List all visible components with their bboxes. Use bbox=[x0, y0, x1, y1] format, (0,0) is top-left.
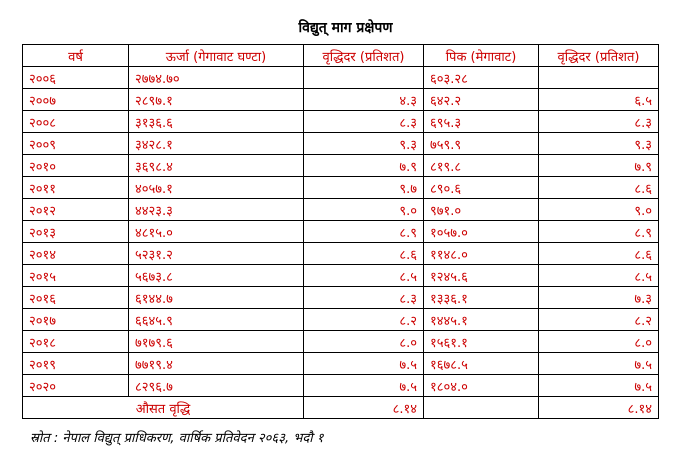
energy-growth-cell: ७.५ bbox=[304, 375, 424, 397]
header-year: वर्ष bbox=[23, 45, 129, 67]
peak-growth-cell: ८.३ bbox=[539, 111, 659, 133]
table-row bbox=[23, 155, 659, 177]
year-cell: २०१९ bbox=[23, 353, 129, 375]
energy-cell: ७१७९.६ bbox=[129, 331, 304, 353]
header-energy-growth: वृद्धिदर (प्रतिशत) bbox=[304, 45, 424, 67]
peak-cell: १०५७.० bbox=[424, 221, 539, 243]
year-cell: २०१० bbox=[23, 155, 129, 177]
year-cell: २००८ bbox=[23, 111, 129, 133]
header-peak-growth: वृद्धिदर (प्रतिशत) bbox=[539, 45, 659, 67]
header-peak: पिक (मेगावाट) bbox=[424, 45, 539, 67]
table-row bbox=[23, 133, 659, 155]
average-energy-growth: ८.१४ bbox=[304, 397, 424, 419]
year-cell: २००९ bbox=[23, 133, 129, 155]
peak-growth-cell: ७.३ bbox=[539, 287, 659, 309]
peak-growth-cell: ८.५ bbox=[539, 265, 659, 287]
peak-cell: १५६१.१ bbox=[424, 331, 539, 353]
table-row bbox=[23, 221, 659, 243]
energy-growth-cell: ८.९ bbox=[304, 221, 424, 243]
peak-cell: ९७१.० bbox=[424, 199, 539, 221]
peak-growth-cell: ६.५ bbox=[539, 89, 659, 111]
energy-cell: ४०५७.१ bbox=[129, 177, 304, 199]
peak-cell: १६७८.५ bbox=[424, 353, 539, 375]
peak-growth-cell: ८.६ bbox=[539, 243, 659, 265]
table-header-row bbox=[23, 45, 659, 67]
energy-growth-cell: ८.३ bbox=[304, 111, 424, 133]
average-row bbox=[23, 397, 659, 419]
demand-forecast-table bbox=[22, 44, 659, 419]
energy-cell: ६१४४.७ bbox=[129, 287, 304, 309]
energy-cell: ५२३१.२ bbox=[129, 243, 304, 265]
table-row bbox=[23, 89, 659, 111]
peak-growth-cell: ७.९ bbox=[539, 155, 659, 177]
energy-growth-cell: ७.५ bbox=[304, 353, 424, 375]
energy-cell: ३४२८.१ bbox=[129, 133, 304, 155]
average-peak-growth: ८.१४ bbox=[539, 397, 659, 419]
table-row bbox=[23, 287, 659, 309]
peak-growth-cell bbox=[539, 67, 659, 89]
energy-growth-cell: ९.३ bbox=[304, 133, 424, 155]
energy-growth-cell: ८.३ bbox=[304, 287, 424, 309]
peak-cell: ६०३.२८ bbox=[424, 67, 539, 89]
year-cell: २०१४ bbox=[23, 243, 129, 265]
year-cell: २०११ bbox=[23, 177, 129, 199]
header-energy: ऊर्जा (गेगावाट घण्टा) bbox=[129, 45, 304, 67]
energy-cell: ८२९६.७ bbox=[129, 375, 304, 397]
year-cell: २०१३ bbox=[23, 221, 129, 243]
source-note: स्रोत : नेपाल विद्युत् प्राधिकरण, वार्षिक प्रतिवेदन २०६३, भदौ १ bbox=[30, 431, 324, 446]
energy-cell: ३६९८.४ bbox=[129, 155, 304, 177]
peak-cell: १८०४.० bbox=[424, 375, 539, 397]
year-cell: २०१८ bbox=[23, 331, 129, 353]
year-cell: २०१५ bbox=[23, 265, 129, 287]
year-cell: २०२० bbox=[23, 375, 129, 397]
peak-growth-cell: ८.६ bbox=[539, 177, 659, 199]
table-row bbox=[23, 309, 659, 331]
year-cell: २०१७ bbox=[23, 309, 129, 331]
energy-growth-cell: ८.२ bbox=[304, 309, 424, 331]
energy-growth-cell bbox=[304, 67, 424, 89]
energy-growth-cell: ७.९ bbox=[304, 155, 424, 177]
peak-cell: १२४५.६ bbox=[424, 265, 539, 287]
average-label: औसत वृद्धि bbox=[23, 397, 304, 419]
peak-cell: १४४५.१ bbox=[424, 309, 539, 331]
energy-cell: ४८१५.० bbox=[129, 221, 304, 243]
year-cell: २००७ bbox=[23, 89, 129, 111]
peak-cell: ७५९.९ bbox=[424, 133, 539, 155]
energy-cell: २८९७.१ bbox=[129, 89, 304, 111]
energy-cell: २७७४.७० bbox=[129, 67, 304, 89]
table-row bbox=[23, 111, 659, 133]
table-body bbox=[23, 67, 659, 397]
energy-growth-cell: ८.५ bbox=[304, 265, 424, 287]
year-cell: २००६ bbox=[23, 67, 129, 89]
energy-growth-cell: ८.६ bbox=[304, 243, 424, 265]
table-row bbox=[23, 243, 659, 265]
peak-cell: १३३६.१ bbox=[424, 287, 539, 309]
peak-cell: ८१९.८ bbox=[424, 155, 539, 177]
peak-cell: ११४८.० bbox=[424, 243, 539, 265]
peak-growth-cell: ८.० bbox=[539, 331, 659, 353]
page-title: विद्युत् माग प्रक्षेपण bbox=[298, 20, 393, 36]
table-row bbox=[23, 199, 659, 221]
energy-cell: ७७१९.४ bbox=[129, 353, 304, 375]
energy-cell: ३१३६.६ bbox=[129, 111, 304, 133]
energy-growth-cell: ४.३ bbox=[304, 89, 424, 111]
energy-growth-cell: ९.७ bbox=[304, 177, 424, 199]
peak-cell: ६४२.२ bbox=[424, 89, 539, 111]
year-cell: २०१६ bbox=[23, 287, 129, 309]
peak-growth-cell: ९.० bbox=[539, 199, 659, 221]
peak-growth-cell: ७.५ bbox=[539, 375, 659, 397]
peak-growth-cell: ८.२ bbox=[539, 309, 659, 331]
average-empty-cell bbox=[424, 397, 539, 419]
table-row bbox=[23, 67, 659, 89]
peak-cell: ८९०.६ bbox=[424, 177, 539, 199]
peak-cell: ६९५.३ bbox=[424, 111, 539, 133]
table-row bbox=[23, 331, 659, 353]
energy-growth-cell: ८.० bbox=[304, 331, 424, 353]
energy-growth-cell: ९.० bbox=[304, 199, 424, 221]
table-row bbox=[23, 375, 659, 397]
year-cell: २०१२ bbox=[23, 199, 129, 221]
peak-growth-cell: ७.५ bbox=[539, 353, 659, 375]
energy-cell: ५६७३.८ bbox=[129, 265, 304, 287]
peak-growth-cell: ८.९ bbox=[539, 221, 659, 243]
table-row bbox=[23, 177, 659, 199]
energy-cell: ६६४५.९ bbox=[129, 309, 304, 331]
table-row bbox=[23, 353, 659, 375]
peak-growth-cell: ९.३ bbox=[539, 133, 659, 155]
table-row bbox=[23, 265, 659, 287]
energy-cell: ४४२३.३ bbox=[129, 199, 304, 221]
